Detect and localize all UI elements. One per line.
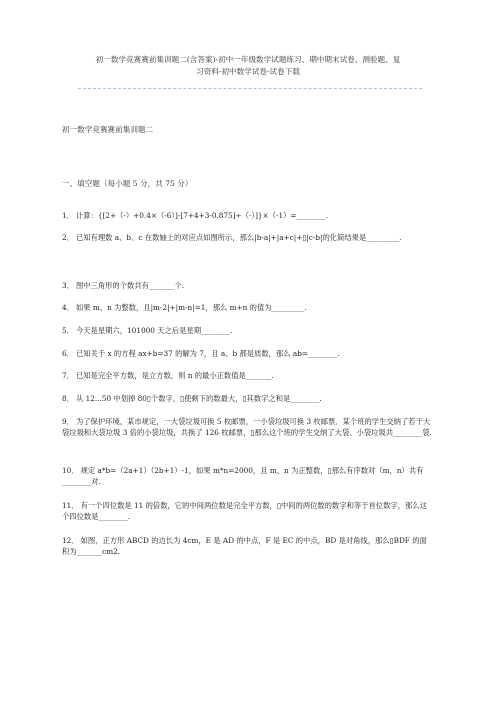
question-10: 10． 规定 a*b=（2a+1）（2b+1）-1，如果 m*n=2000，且 m、n 为正整数，▯那么有序数对（m，n）共有________对. (62, 466, 424, 486)
section-heading: 一、填空题（每小题 5 分，共 75 分） (62, 179, 193, 188)
question-6: 6． 已知关于 x 的方程 ax+b=37 的解为 7，且 a、b 都是质数，那么 ab=________. (62, 349, 340, 358)
question-1: 1． 计算：{[2+（-）+0.4×（-6）]-[7+4+3-0.875]÷（-）]}×（-1）=________. (62, 211, 328, 220)
question-5: 5． 今天是星期六，101000 天之后是星期________. (62, 326, 233, 335)
question-4: 4． 如果 m、n 为整数，且|m-2|+|m-n|=1，那么 m+n 的值为_________. (62, 303, 307, 312)
question-11: 11． 有一个四位数是 11 的倍数，它的中间两位数是完全平方数，▯中间的两位数的数字和等于首位数字，那么这个四位数是________. (62, 501, 427, 521)
header-title-line-1: 初一数学竞赛赛前集训题二(含答案)-初中一年级数学试题练习、期中期末试卷、测验题、复 (95, 55, 401, 64)
question-9: 9． 为了保护环境，某市规定，一大袋垃圾可换 5 枚邮票，一小袋垃圾可换 3 枚邮票．某个班的学生交纳了若干大袋垃圾和大袋垃圾 3 倍的小袋垃圾，共换了 126 枚邮票，▯那么这个班的学生交纳了大袋、小袋垃圾共________袋. (62, 417, 432, 437)
header-title-line-2: 习资料-初中数学试卷-试卷下载 (196, 66, 300, 76)
header-divider (78, 88, 422, 89)
question-7: 7． 已知是完全平方数，是立方数，则 n 的最小正数值是_______. (62, 371, 274, 380)
question-3: 3． 图中三角形的个数共有_______个. (62, 281, 185, 290)
document-title: 初一数学竞赛赛前集训题二 (62, 125, 154, 134)
question-8: 8． 从 12...50 中划掉 80▯个数字，▯使剩下的数最大，▯其数字之和是________. (62, 394, 322, 403)
question-2: 2． 已知有理数 a、b、c 在数轴上的对应点如图所示，那么|b-a|+|a+c|+▯|c-b|的化简结果是_________. (62, 233, 402, 242)
question-12: 12． 如图，正方形 ABCD 的边长为 4cm，E 是 AD 的中点，F 是 EC 的中点，BD 是对角线，那么▯BDF 的面积为_______cm2. (62, 536, 427, 556)
document-header (60, 54, 436, 77)
